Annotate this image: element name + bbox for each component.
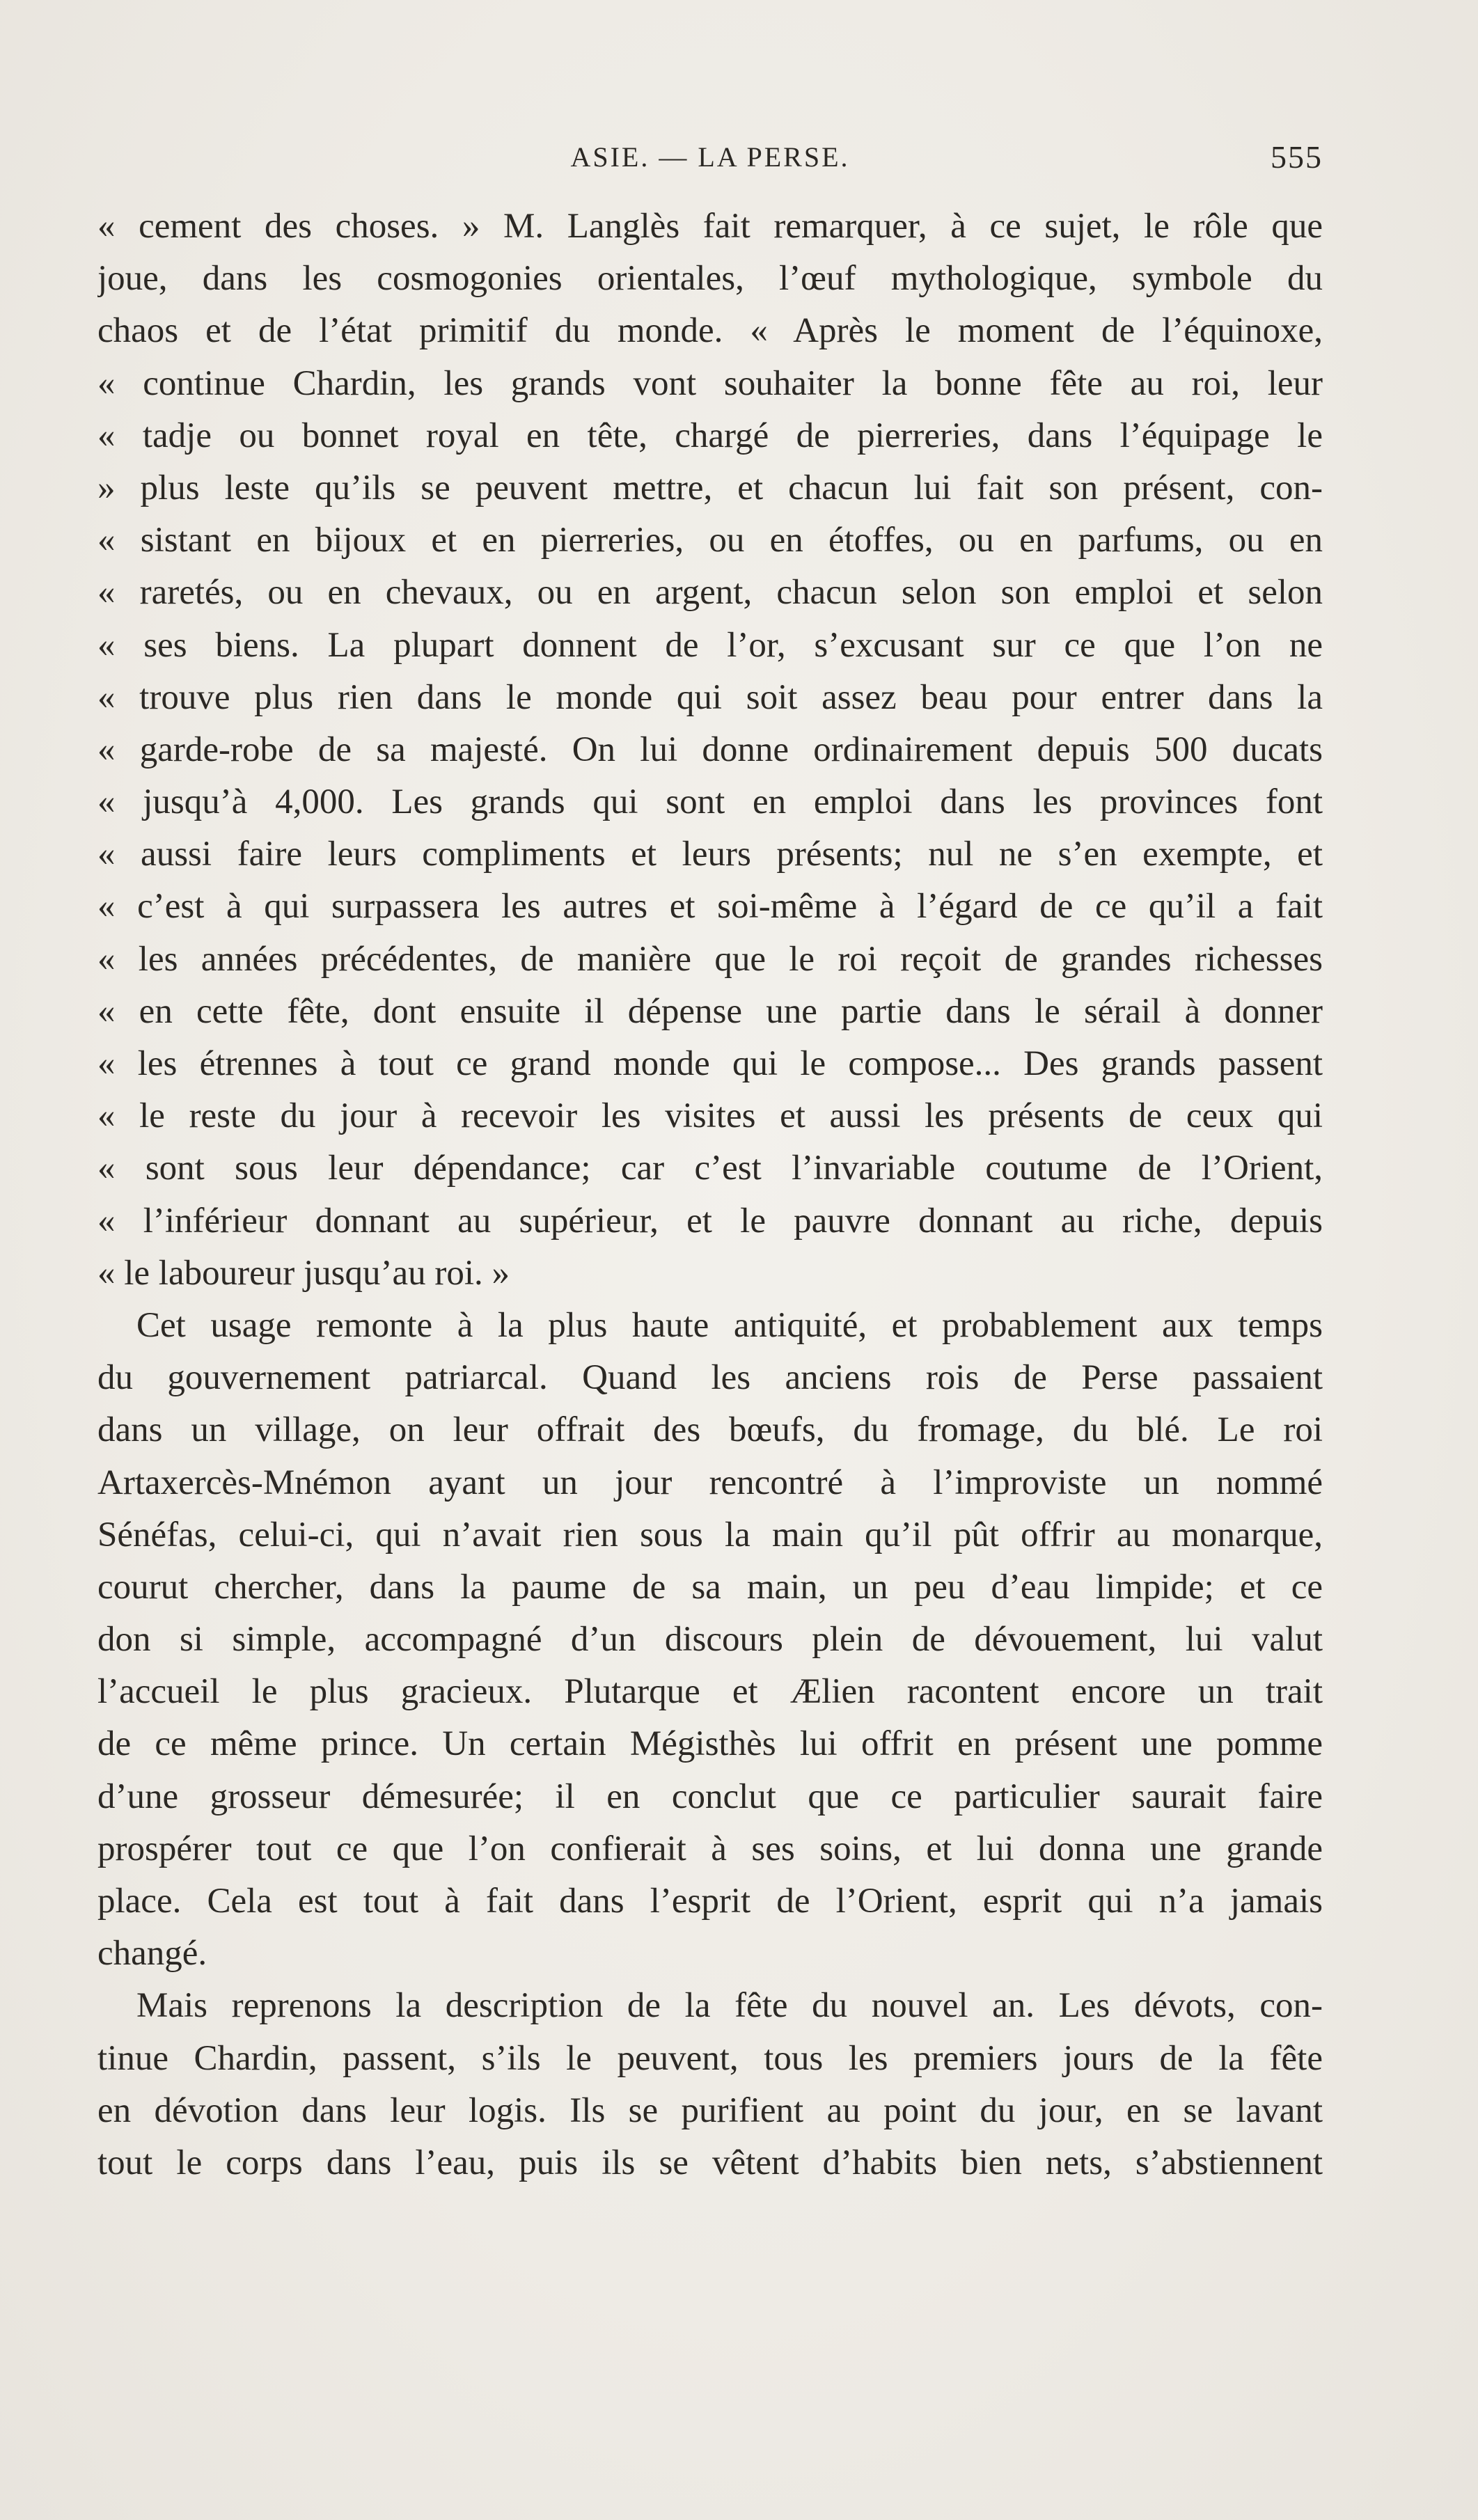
text-line: courut chercher, dans la paume de sa main, un peu d’eau limpide; et ce — [97, 1567, 1323, 1607]
text-line: Sénéfas, celui-ci, qui n’avait rien sous la main qu’il pût offrir au monarque, — [97, 1515, 1323, 1554]
page-number: 555 — [1271, 139, 1323, 175]
text-line: tinue Chardin, passent, s’ils le peuvent, tous les premiers jours de la fête — [97, 2038, 1323, 2078]
text-line: changé. — [97, 1934, 207, 1974]
body-text — [97, 200, 1323, 2189]
text-line: de ce même prince. Un certain Mégisthès lui offrit en présent une pomme — [97, 1724, 1323, 1764]
text-line: « le laboureur jusqu’au roi. » — [97, 1253, 510, 1293]
text-line: « l’inférieur donnant au supérieur, et le pauvre donnant au riche, depuis — [97, 1201, 1323, 1241]
text-line: l’accueil le plus gracieux. Plutarque et Ælien racontent encore un trait — [97, 1672, 1323, 1712]
text-line: dans un village, on leur offrait des bœufs, du fromage, du blé. Le roi — [97, 1410, 1323, 1450]
text-line: don si simple, accompagné d’un discours plein de dévouement, lui valut — [97, 1620, 1323, 1660]
text-line: « sistant en bijoux et en pierreries, ou en étoffes, ou en parfums, ou en — [97, 521, 1323, 560]
text-line: « les étrennes à tout ce grand monde qui le compose... Des grands passent — [97, 1044, 1323, 1083]
text-line: en dévotion dans leur logis. Ils se purifient au point du jour, en se lavant — [97, 2090, 1323, 2130]
text-line: tout le corps dans l’eau, puis ils se vêtent d’habits bien nets, s’abstiennent — [97, 2143, 1323, 2182]
text-line: « tadje ou bonnet royal en tête, chargé de pierreries, dans l’équipage le — [97, 416, 1323, 455]
page-header — [97, 136, 1323, 178]
text-line: « les années précédentes, de manière que le roi reçoit de grandes richesses — [97, 939, 1323, 979]
text-line: d’une grosseur démesurée; il en conclut que ce particulier saurait faire — [97, 1777, 1323, 1816]
text-line: du gouvernement patriarcal. Quand les anciens rois de Perse passaient — [97, 1358, 1323, 1398]
text-line: « raretés, ou en chevaux, ou en argent, chacun selon son emploi et selon — [97, 573, 1323, 613]
text-line: prospérer tout ce que l’on confierait à ses soins, et lui donna une grande — [97, 1829, 1323, 1868]
text-line: « ses biens. La plupart donnent de l’or, s’excusant sur ce que l’on ne — [97, 625, 1323, 665]
text-line: « aussi faire leurs compliments et leurs présents; nul ne s’en exempte, et — [97, 835, 1323, 874]
text-line: « sont sous leur dépendance; car c’est l’invariable coutume de l’Orient, — [97, 1149, 1323, 1188]
text-line: « continue Chardin, les grands vont souhaiter la bonne fête au roi, leur — [97, 363, 1323, 403]
text-line: « garde-robe de sa majesté. On lui donne ordinairement depuis 500 ducats — [97, 730, 1323, 769]
text-line: Mais reprenons la description de la fête du nouvel an. Les dévots, con- — [136, 1986, 1323, 2026]
text-line: joue, dans les cosmogonies orientales, l’œuf mythologique, symbole du — [97, 259, 1323, 299]
text-line: place. Cela est tout à fait dans l’esprit de l’Orient, esprit qui n’a jamais — [97, 1882, 1323, 1921]
text-line: « trouve plus rien dans le monde qui soit assez beau pour entrer dans la — [97, 677, 1323, 717]
text-line: Artaxercès-Mnémon ayant un jour rencontré à l’improviste un nommé — [97, 1463, 1323, 1502]
text-line: « le reste du jour à recevoir les visites et aussi les présents de ceux qui — [97, 1096, 1323, 1136]
running-head: ASIE. — LA PERSE. — [570, 141, 850, 173]
text-line: « en cette fête, dont ensuite il dépense une partie dans le sérail à donner — [97, 991, 1323, 1031]
text-line: « c’est à qui surpassera les autres et soi-même à l’égard de ce qu’il a fait — [97, 887, 1323, 927]
text-line: « cement des choses. » M. Langlès fait remarquer, à ce sujet, le rôle que — [97, 207, 1323, 246]
text-line: chaos et de l’état primitif du monde. « Après le moment de l’équinoxe, — [97, 311, 1323, 351]
text-line: » plus leste qu’ils se peuvent mettre, et chacun lui fait son présent, con- — [97, 468, 1323, 507]
text-line: Cet usage remonte à la plus haute antiquité, et probablement aux temps — [136, 1305, 1323, 1345]
text-line: « jusqu’à 4,000. Les grands qui sont en emploi dans les provinces font — [97, 782, 1323, 822]
